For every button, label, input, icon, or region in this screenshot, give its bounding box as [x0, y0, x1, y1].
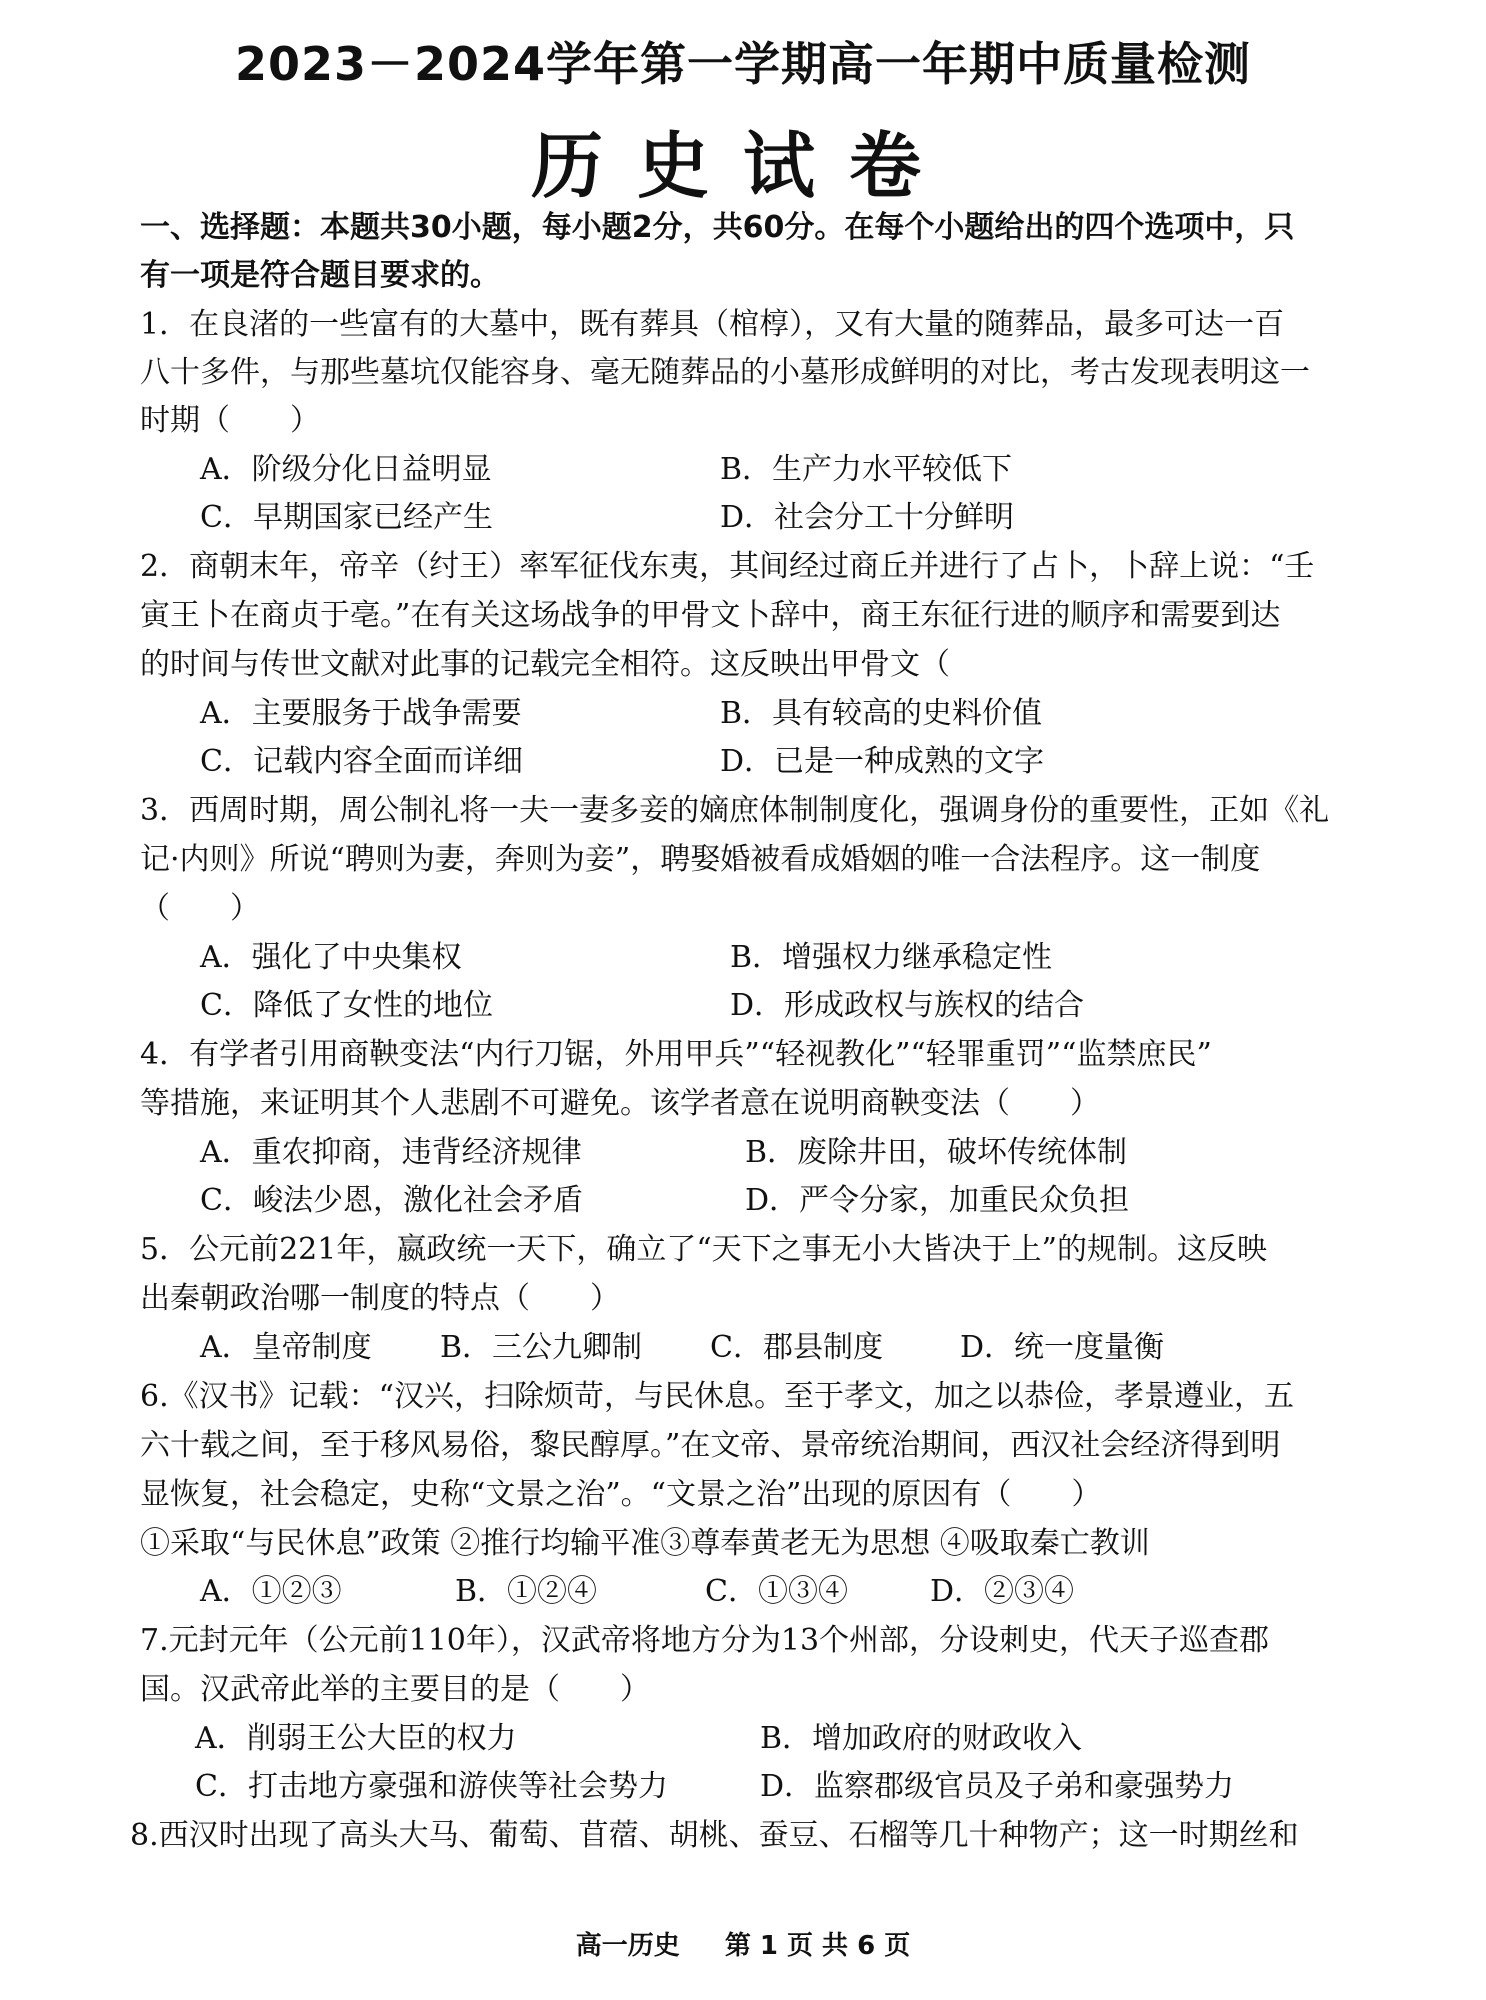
question-5-option-d: D．统一度量衡	[960, 1330, 1165, 1365]
question-3-option-c: C．降低了女性的地位	[200, 988, 493, 1023]
question-4-option-b: B．废除井田，破坏传统体制	[745, 1135, 1128, 1170]
question-4-option-d: D．严令分家，加重民众负担	[745, 1183, 1130, 1218]
section-instruction-line-1: 一、选择题：本题共30小题，每小题2分，共60分。在每个小题给出的四个选项中，只	[140, 210, 1295, 245]
question-2-option-a: A．主要服务于战争需要	[200, 696, 522, 731]
section-instruction-line-2: 有一项是符合题目要求的。	[140, 258, 500, 293]
question-2-line-2: 寅王卜在商贞于亳。”在有关这场战争的甲骨文卜辞中，商王东征行进的顺序和需要到达	[140, 598, 1281, 633]
question-1-option-c: C．早期国家已经产生	[200, 500, 493, 535]
footer-page-number: 第 1 页 共 6 页	[724, 1931, 911, 1961]
question-7-option-b: B．增加政府的财政收入	[760, 1721, 1083, 1756]
question-4-option-c: C．峻法少恩，激化社会矛盾	[200, 1183, 583, 1218]
question-1-line-2: 八十多件，与那些墓坑仅能容身、毫无随葬品的小墓形成鲜明的对比，考古发现表明这一	[140, 355, 1310, 390]
question-7-option-c: C．打击地方豪强和游侠等社会势力	[195, 1769, 668, 1804]
question-6-option-b: B．①②④	[455, 1574, 598, 1609]
question-2-line-1: 2．商朝末年，帝辛（纣王）率军征伐东夷，其间经过商丘并进行了占卜，卜辞上说：“壬	[140, 549, 1315, 584]
question-1-option-b: B．生产力水平较低下	[720, 452, 1013, 487]
question-5-option-a: A．皇帝制度	[200, 1330, 372, 1365]
page-footer	[0, 1925, 1486, 1962]
question-5-line-2: 出秦朝政治哪一制度的特点（ ）	[140, 1281, 620, 1316]
question-4-option-a: A．重农抑商，违背经济规律	[200, 1135, 582, 1170]
question-6-line-2: 六十载之间，至于移风易俗，黎民醇厚。”在文帝、景帝统治期间，西汉社会经济得到明	[140, 1428, 1281, 1463]
question-3-option-b: B．增强权力继承稳定性	[730, 940, 1053, 975]
question-6-option-d: D．②③④	[930, 1574, 1075, 1609]
exam-main-title: 历史试卷	[530, 124, 955, 208]
question-6-option-c: C．①③④	[705, 1574, 848, 1609]
exam-header-title: 2023－2024学年第一学期高一年期中质量检测	[234, 37, 1252, 91]
question-6-line-1: 6.《汉书》记载：“汉兴，扫除烦苛，与民休息。至于孝文，加之以恭俭，孝景遵业，五	[140, 1379, 1294, 1414]
question-3-line-3: （ ）	[140, 891, 260, 926]
question-5-option-c: C．郡县制度	[710, 1330, 883, 1365]
question-3-option-a: A．强化了中央集权	[200, 940, 462, 975]
footer-subject: 高一历史	[575, 1931, 680, 1961]
question-2-option-b: B．具有较高的史料价值	[720, 696, 1043, 731]
question-4-line-2: 等措施，来证明其个人悲剧不可避免。该学者意在说明商鞅变法（ ）	[140, 1086, 1100, 1121]
question-4-line-1: 4．有学者引用商鞅变法“内行刀锯，外用甲兵”“轻视教化”“轻罪重罚”“监禁庶民”	[140, 1037, 1212, 1072]
question-7-option-d: D．监察郡级官员及子弟和豪强势力	[760, 1769, 1235, 1804]
question-6-line-4: ①采取“与民休息”政策 ②推行均输平准③尊奉黄老无为思想 ④吸取秦亡教训	[140, 1526, 1150, 1561]
question-7-line-2: 国。汉武帝此举的主要目的是（ ）	[140, 1672, 650, 1707]
question-2-option-c: C．记载内容全面而详细	[200, 744, 523, 779]
question-3-line-1: 3．西周时期，周公制礼将一夫一妻多妾的嫡庶体制制度化，强调身份的重要性，正如《礼	[140, 793, 1330, 828]
question-6-line-3: 显恢复，社会稳定，史称“文景之治”。“文景之治”出现的原因有（ ）	[140, 1477, 1102, 1512]
question-7-line-1: 7.元封元年（公元前110年），汉武帝将地方分为13个州部，分设刺史，代天子巡查郡	[140, 1623, 1270, 1658]
question-5-option-b: B．三公九卿制	[440, 1330, 643, 1365]
question-1-line-3: 时期（ ）	[140, 403, 320, 438]
question-2-option-d: D．已是一种成熟的文字	[720, 744, 1045, 779]
question-3-option-d: D．形成政权与族权的结合	[730, 988, 1085, 1023]
question-1-line-1: 1．在良渚的一些富有的大墓中，既有葬具（棺椁），又有大量的随葬品，最多可达一百	[140, 307, 1285, 342]
question-7-option-a: A．削弱王公大臣的权力	[195, 1721, 517, 1756]
question-3-line-2: 记·内则》所说“聘则为妻，奔则为妾”，聘娶婚被看成婚姻的唯一合法程序。这一制度	[140, 842, 1261, 877]
question-6-option-a: A．①②③	[200, 1574, 342, 1609]
question-1-option-d: D．社会分工十分鲜明	[720, 500, 1015, 535]
question-2-line-3: 的时间与传世文献对此事的记载完全相符。这反映出甲骨文（	[140, 647, 950, 682]
question-1-option-a: A．阶级分化日益明显	[200, 452, 492, 487]
question-8-line-1: 8.西汉时出现了高头大马、葡萄、苜蓿、胡桃、蚕豆、石榴等几十种物产；这一时期丝和	[130, 1818, 1299, 1853]
question-5-line-1: 5．公元前221年，嬴政统一天下，确立了“天下之事无小大皆决于上”的规制。这反映	[140, 1232, 1268, 1267]
